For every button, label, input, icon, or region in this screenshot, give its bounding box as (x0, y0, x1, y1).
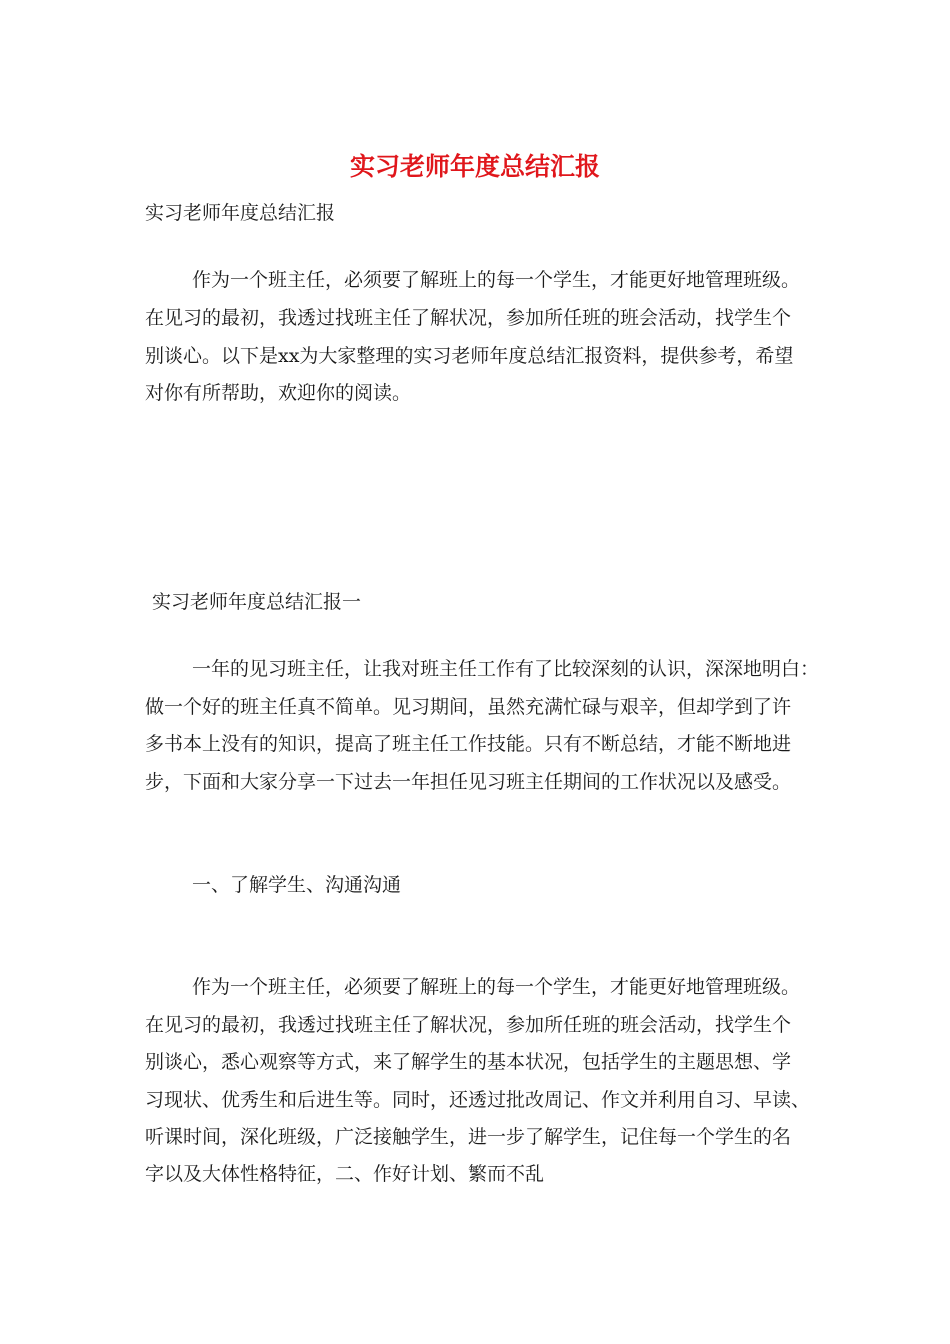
document-title: 实习老师年度总结汇报 (349, 152, 600, 181)
intro-line: 别谈心。以下是xx为大家整理的实习老师年度总结汇报资料，提供参考，希望 (145, 345, 794, 367)
point-line: 作为一个班主任，必须要了解班上的每一个学生，才能更好地管理班级。 (192, 976, 801, 998)
intro-line: 对你有所帮助，欢迎你的阅读。 (145, 382, 412, 404)
point-line: 字以及大体性格特征，二、作好计划、繁而不乱 (145, 1163, 545, 1185)
section-heading: 实习老师年度总结汇报一 (152, 591, 362, 613)
point-line: 习现状、优秀生和后进生等。同时，还透过批改周记、作文并利用自习、早读、 (145, 1089, 811, 1111)
document-subtitle: 实习老师年度总结汇报 (145, 202, 336, 224)
intro-line: 作为一个班主任，必须要了解班上的每一个学生，才能更好地管理班级。 (192, 269, 801, 291)
section-line: 做一个好的班主任真不简单。见习期间，虽然充满忙碌与艰辛，但却学到了许 (145, 696, 792, 718)
section-line: 多书本上没有的知识，提高了班主任工作技能。只有不断总结，才能不断地进 (145, 733, 792, 755)
intro-line: 在见习的最初，我透过找班主任了解状况，参加所任班的班会活动，找学生个 (145, 307, 792, 329)
point-heading: 一、了解学生、沟通沟通 (192, 874, 402, 896)
point-line: 听课时间，深化班级，广泛接触学生，进一步了解学生，记住每一个学生的名 (145, 1126, 792, 1148)
section-line: 步，下面和大家分享一下过去一年担任见习班主任期间的工作状况以及感受。 (145, 771, 792, 793)
section-line: 一年的见习班主任，让我对班主任工作有了比较深刻的认识，深深地明白： (192, 658, 820, 680)
point-line: 别谈心，悉心观察等方式，来了解学生的基本状况，包括学生的主题思想、学 (145, 1051, 792, 1073)
point-line: 在见习的最初，我透过找班主任了解状况，参加所任班的班会活动，找学生个 (145, 1014, 792, 1036)
